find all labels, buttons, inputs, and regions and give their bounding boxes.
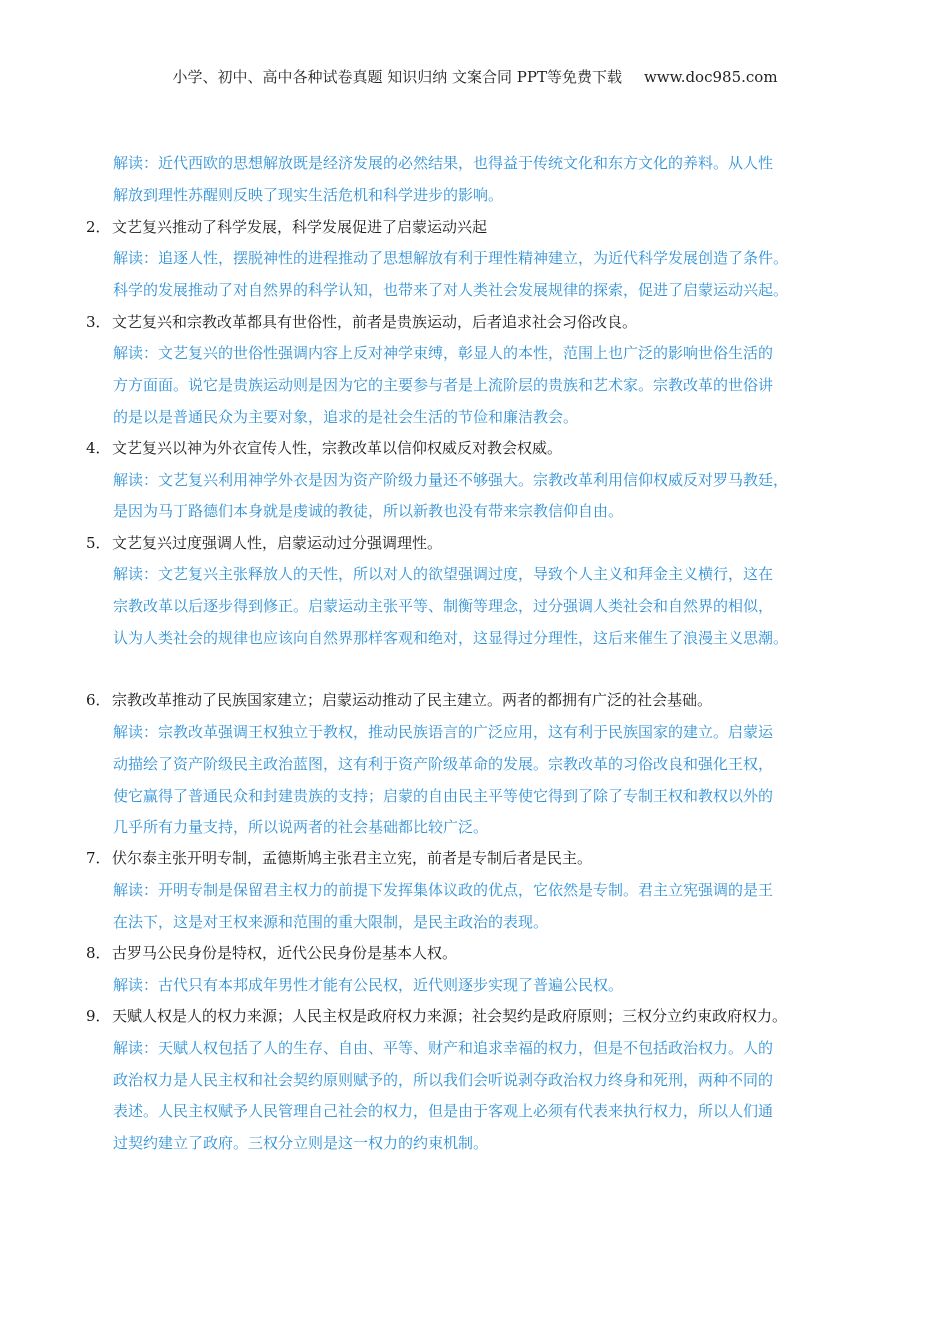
answer-line: [113, 1037, 773, 1059]
explain-label: 解读：: [113, 881, 159, 899]
answer-line: [113, 469, 788, 491]
answer-line: 解放到理性苏醒则反映了现实生活危机和科学进步的影响。: [113, 186, 504, 204]
question-line: [86, 532, 442, 554]
explain-label: 解读：: [113, 249, 159, 267]
question-line: [86, 1005, 787, 1027]
answer-text: 文艺复兴利用神学外衣是因为资产阶级力量还不够强大。宗教改革利用信仰权威反对罗马教廷，: [158, 471, 789, 489]
answer-text: 开明专制是保留君主权力的前提下发挥集体议政的优点，它依然是专制。君主立宪强调的是王: [158, 881, 774, 899]
explain-label: 解读：: [113, 154, 159, 172]
question-line: [86, 689, 712, 711]
question-text: 伏尔泰主张开明专制，孟德斯鸠主张君主立宪，前者是专制后者是民主。: [112, 849, 593, 867]
question-text: 文艺复兴和宗教改革都具有世俗性，前者是贵族运动，后者追求社会习俗改良。: [112, 313, 638, 331]
question-number: 9．: [86, 1007, 111, 1025]
answer-line: 动描绘了资产阶级民主政治蓝图，这有利于资产阶级革命的发展。宗教改革的习俗改良和强化王权，: [113, 755, 774, 773]
answer-line: [113, 721, 773, 743]
question-text: 天赋人权是人的权力来源；人民主权是政府权力来源；社会契约是政府原则；三权分立约束政府权力。: [112, 1007, 788, 1025]
answer-text: 文艺复兴主张释放人的天性，所以对人的欲望强调过度，导致个人主义和拜金主义横行，这在: [158, 565, 774, 583]
answer-line: [113, 974, 623, 996]
question-number: 4．: [86, 439, 111, 457]
question-line: [86, 942, 457, 964]
question-line: [86, 847, 592, 869]
answer-line: 政治权力是人民主权和社会契约原则赋予的，所以我们会听说剥夺政治权力终身和死刑，两种不同的: [113, 1071, 774, 1089]
answer-text: 宗教改革强调王权独立于教权，推动民族语言的广泛应用，这有利于民族国家的建立。启蒙运: [158, 723, 774, 741]
explain-label: 解读：: [113, 344, 159, 362]
question-text: 文艺复兴过度强调人性，启蒙运动过分强调理性。: [112, 534, 443, 552]
answer-line: [113, 152, 773, 174]
explain-label: 解读：: [113, 723, 159, 741]
question-number: 2．: [86, 218, 111, 236]
question-line: [86, 311, 637, 333]
answer-line: 在法下，这是对王权来源和范围的重大限制，是民主政治的表现。: [113, 913, 549, 931]
header-site-url: www.doc985.com: [643, 68, 778, 86]
question-text: 宗教改革推动了民族国家建立；启蒙运动推动了民主建立。两者的都拥有广泛的社会基础。: [112, 691, 713, 709]
explain-label: 解读：: [113, 565, 159, 583]
answer-line: 科学的发展推动了对自然界的科学认知，也带来了对人类社会发展规律的探索，促进了启蒙运动兴起。: [113, 281, 789, 299]
answer-text: 追逐人性，摆脱神性的进程推动了思想解放有利于理性精神建立，为近代科学发展创造了条件。: [158, 249, 789, 267]
answer-text: 古代只有本邦成年男性才能有公民权，近代则逐步实现了普遍公民权。: [158, 976, 624, 994]
answer-line: 表述。人民主权赋予人民管理自己社会的权力，但是由于客观上必须有代表来执行权力，所以人们通: [113, 1102, 774, 1120]
explain-label: 解读：: [113, 1039, 159, 1057]
answer-line: 是因为马丁路德们本身就是虔诚的教徒，所以新教也没有带来宗教信仰自由。: [113, 502, 624, 520]
question-number: 8．: [86, 944, 111, 962]
explain-label: 解读：: [113, 976, 159, 994]
answer-line: 方方面面。说它是贵族运动则是因为它的主要参与者是上流阶层的贵族和艺术家。宗教改革的世俗讲: [113, 376, 774, 394]
explain-label: 解读：: [113, 471, 159, 489]
question-text: 文艺复兴以神为外衣宣传人性，宗教改革以信仰权威反对教会权威。: [112, 439, 563, 457]
question-number: 5．: [86, 534, 111, 552]
question-line: [86, 437, 562, 459]
answer-text: 文艺复兴的世俗性强调内容上反对神学束缚，彰显人的本性，范围上也广泛的影响世俗生活的: [158, 344, 774, 362]
answer-line: 使它赢得了普通民众和封建贵族的支持；启蒙的自由民主平等使它得到了除了专制王权和教权以外的: [113, 787, 774, 805]
question-text: 文艺复兴推动了科学发展，科学发展促进了启蒙运动兴起: [112, 218, 488, 236]
answer-line: [113, 879, 773, 901]
page-header: [0, 66, 950, 87]
answer-line: 的是以是普通民众为主要对象，追求的是社会生活的节俭和廉洁教会。: [113, 408, 579, 426]
answer-line: [113, 563, 773, 585]
answer-line: [113, 247, 788, 269]
answer-line: 几乎所有力量支持，所以说两者的社会基础都比较广泛。: [113, 818, 489, 836]
answer-line: 过契约建立了政府。三权分立则是这一权力的约束机制。: [113, 1134, 489, 1152]
question-text: 古罗马公民身份是特权，近代公民身份是基本人权。: [112, 944, 458, 962]
question-number: 6．: [86, 691, 111, 709]
answer-line: 认为人类社会的规律也应该向自然界那样客观和绝对，这显得过分理性，这后来催生了浪漫主义思潮。: [113, 629, 789, 647]
question-number: 7．: [86, 849, 111, 867]
answer-text: 天赋人权包括了人的生存、自由、平等、财产和追求幸福的权力，但是不包括政治权力。人的: [158, 1039, 774, 1057]
answer-line: [113, 342, 773, 364]
header-text: 小学、初中、高中各种试卷真题 知识归纳 文案合同 PPT等免费下载: [172, 68, 622, 86]
question-number: 3．: [86, 313, 111, 331]
answer-line: 宗教改革以后逐步得到修正。启蒙运动主张平等、制衡等理念，过分强调人类社会和自然界的相似，: [113, 597, 774, 615]
question-line: [86, 216, 487, 238]
answer-text: 近代西欧的思想解放既是经济发展的必然结果，也得益于传统文化和东方文化的养料。从人性: [158, 154, 774, 172]
